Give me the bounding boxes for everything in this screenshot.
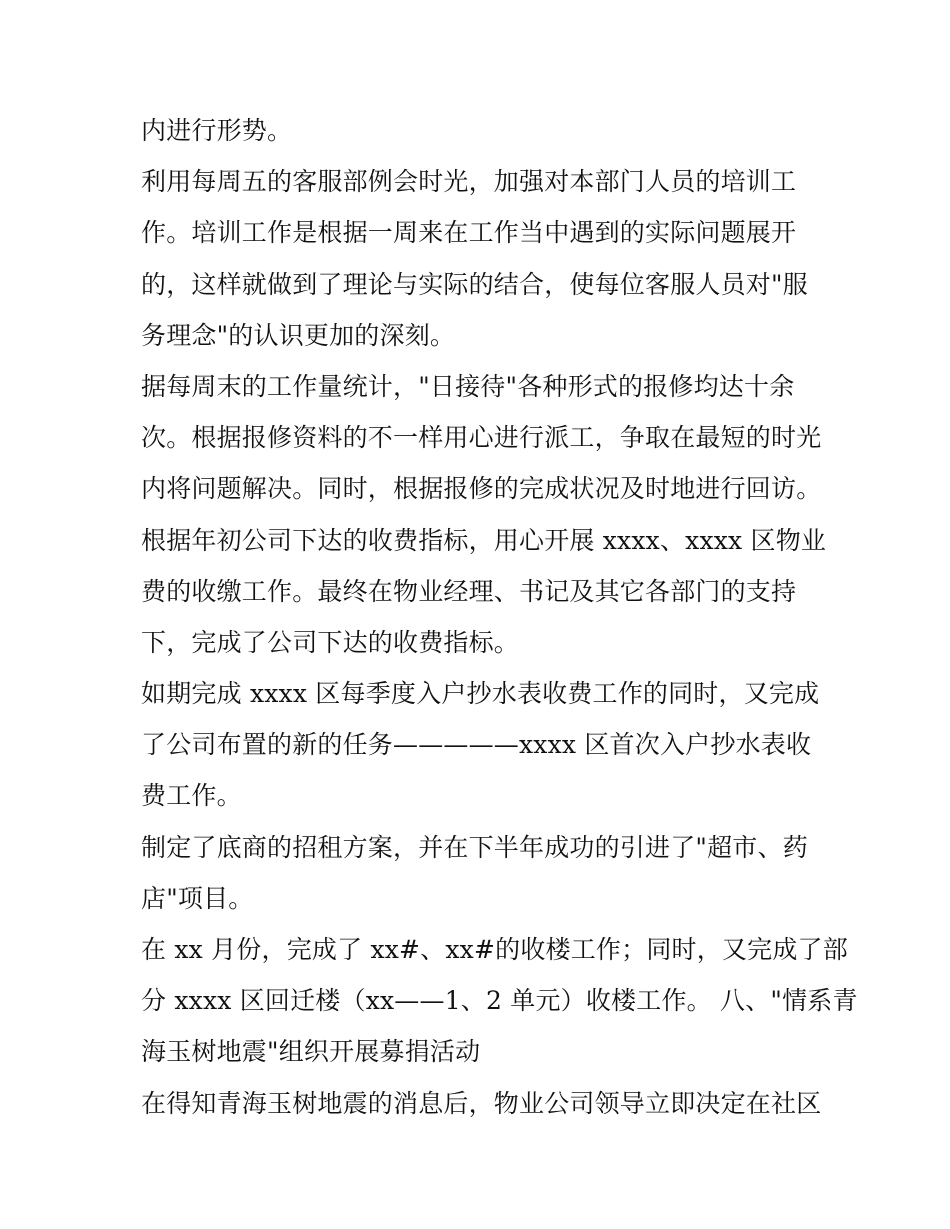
text-line: 如期完成 xxxx 区每季度入户抄水表收费工作的同时，又完成 xyxy=(141,679,820,709)
text-line: 海玉树地震"组织开展募捐活动 xyxy=(141,1037,481,1067)
text-line: 费工作。 xyxy=(141,781,242,811)
text-line: 内进行形势。 xyxy=(141,116,293,145)
text-line: 分 xxxx 区回迁楼（xx——1、2 单元）收楼工作。 八、"情系青 xyxy=(141,986,858,1016)
text-line: 作。培训工作是根据一周来在工作当中遇到的实际问题展开 xyxy=(141,218,797,248)
text-line: 下，完成了公司下达的收费指标。 xyxy=(141,627,520,657)
body-text xyxy=(141,105,858,1129)
text-line: 费的收缴工作。最终在物业经理、书记及其它各部门的支持 xyxy=(141,576,797,606)
text-line: 店"项目。 xyxy=(141,883,254,913)
text-line: 利用每周五的客服部例会时光，加强对本部门人员的培训工 xyxy=(141,167,797,197)
text-line: 次。根据报修资料的不一样用心进行派工，争取在最短的时光 xyxy=(141,423,822,453)
text-line: 在 xx 月份，完成了 xx#、xx#的收楼工作；同时，又完成了部 xyxy=(141,935,848,964)
text-line: 内将问题解决。同时，根据报修的完成状况及时地进行回访。 xyxy=(141,474,822,504)
text-line: 的，这样就做到了理论与实际的结合，使每位客服人员对"服 xyxy=(141,269,808,299)
text-line: 在得知青海玉树地震的消息后，物业公司领导立即决定在社区 xyxy=(141,1088,822,1118)
text-line: 务理念"的认识更加的深刻。 xyxy=(141,320,456,350)
text-line: 根据年初公司下达的收费指标，用心开展 xxxx、xxxx 区物业 xyxy=(141,525,827,555)
text-line: 了公司布置的新的任务—————xxxx 区首次入户抄水表收 xyxy=(141,730,812,760)
text-line: 制定了底商的招租方案，并在下半年成功的引进了"超市、药 xyxy=(141,832,808,862)
text-line: 据每周末的工作量统计，"日接待"各种形式的报修均达十余 xyxy=(141,371,795,401)
